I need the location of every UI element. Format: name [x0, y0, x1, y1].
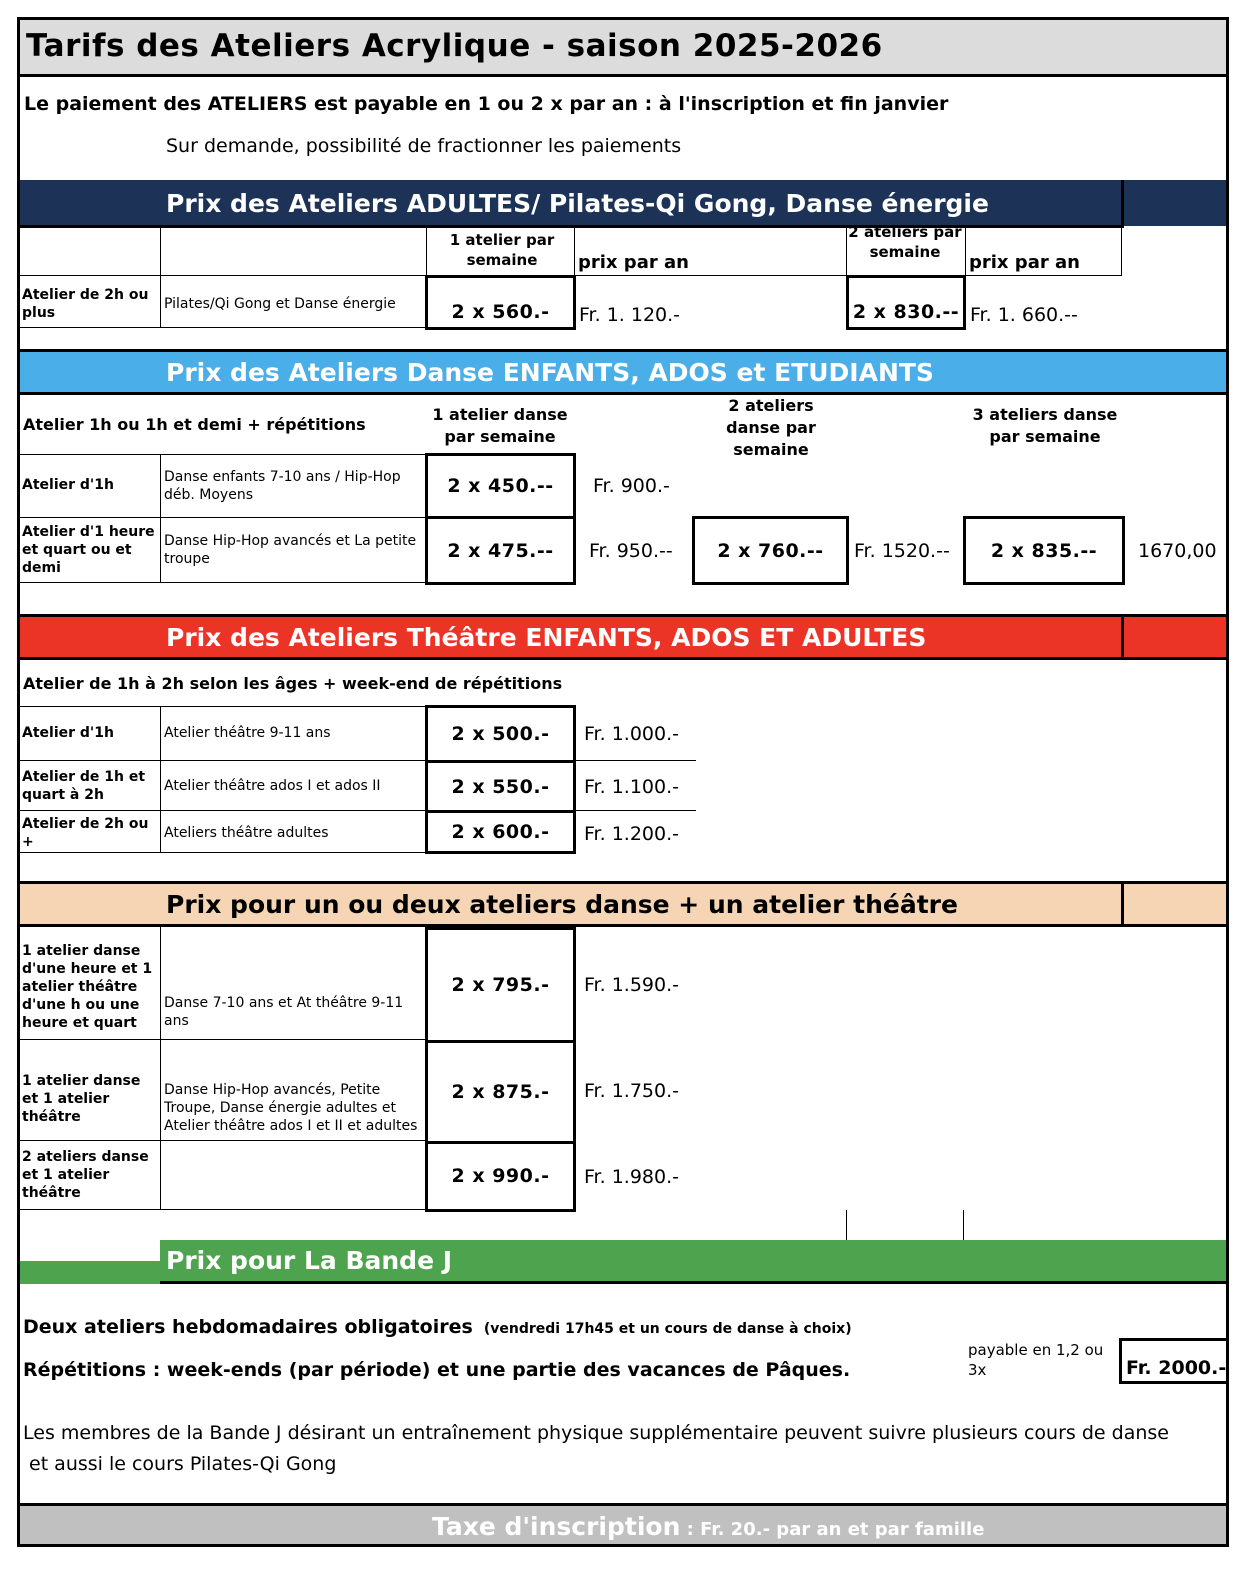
combo-header-text: Prix pour un ou deux ateliers danse + un atelier théâtre [166, 889, 958, 919]
combo-row2-price: 2 x 875.- [451, 1081, 550, 1103]
adults-col2: 2 ateliers par semaine [848, 223, 962, 261]
theatre-row1-price: 2 x 500.- [451, 723, 550, 745]
combo-row1-desc: Danse 7-10 ans et At théâtre 9-11 ans [164, 995, 404, 1029]
dance-subheader: Atelier 1h ou 1h et demi + répétitions [23, 415, 366, 434]
combo-header [20, 881, 1226, 927]
dance-col1: 1 atelier danse par semaine [432, 405, 568, 446]
adults-price-1: 2 x 560.- [425, 275, 576, 330]
dance-header-text: Prix des Ateliers Danse ENFANTS, ADOS et ETUDIANTS [166, 357, 934, 387]
theatre-header-text: Prix des Ateliers Théâtre ENFANTS, ADOS ET ADULTES [166, 622, 927, 652]
bande-note1: Les membres de la Bande J désirant un entraînement physique supplémentaire peuvent suivre plusieurs cours de danse [23, 1422, 1169, 1444]
theatre-row3-desc: Ateliers théâtre adultes [164, 825, 329, 841]
theatre-row1-desc: Atelier théâtre 9-11 ans [164, 725, 331, 741]
footer-text [432, 1512, 984, 1541]
adults-col2-year: prix par an [969, 252, 1080, 273]
dance-row1-label: Atelier d'1h [22, 477, 114, 493]
dance-row2-year3: 1670,00 [1138, 540, 1217, 562]
combo-row1-price: 2 x 795.- [451, 974, 550, 996]
adults-price-2: 2 x 830.-- [846, 275, 966, 330]
dance-row1-year1: Fr. 900.- [593, 475, 670, 497]
adults-header-text: Prix des Ateliers ADULTES/ Pilates-Qi Gong, Danse énergie [166, 188, 989, 218]
dance-row2-price2: 2 x 760.-- [692, 516, 849, 585]
dance-row2-year1: Fr. 950.-- [589, 540, 673, 562]
dance-row1-desc: Danse enfants 7-10 ans / Hip-Hop déb. Moyens [164, 469, 401, 503]
theatre-row3-label: Atelier de 2h ou + [22, 816, 149, 850]
theatre-header [20, 614, 1226, 660]
theatre-row2-year: Fr. 1.100.- [584, 776, 679, 798]
adults-row-desc: Pilates/Qi Gong et Danse énergie [164, 296, 396, 312]
footer-label: Taxe d'inscription [432, 1512, 681, 1541]
footer-detail: : Fr. 20.- par an et par famille [680, 1519, 985, 1540]
theatre-row1-label: Atelier d'1h [22, 725, 114, 741]
theatre-price-box [425, 705, 576, 854]
bande-line1 [23, 1316, 852, 1338]
adults-col1: 1 atelier par semaine [449, 231, 555, 269]
intro-fraction: Sur demande, possibilité de fractionner les paiements [166, 135, 682, 157]
adults-header [20, 180, 1226, 226]
combo-row3-price: 2 x 990.- [451, 1165, 550, 1187]
intro-payment: Le paiement des ATELIERS est payable en 1 ou 2 x par an : à l'inscription et fin janvier [24, 93, 949, 115]
dance-row2-desc: Danse Hip-Hop avancés et La petite troupe [164, 533, 417, 567]
adults-row-label: Atelier de 2h ou plus [22, 287, 149, 321]
theatre-row3-year: Fr. 1.200.- [584, 823, 679, 845]
theatre-subheader: Atelier de 1h à 2h selon les âges + week-end de répétitions [23, 674, 563, 693]
combo-price-box [425, 927, 576, 1212]
dance-row2-year2: Fr. 1520.-- [854, 540, 950, 562]
dance-col2: 2 ateliers danse par semaine [726, 396, 816, 459]
price-sheet [17, 17, 1229, 1547]
bande-note2: et aussi le cours Pilates-Qi Gong [29, 1453, 337, 1475]
combo-row3-label: 2 ateliers danse et 1 atelier théâtre [22, 1149, 149, 1201]
dance-header [20, 349, 1226, 395]
title-bar [20, 20, 1226, 77]
dance-col3: 3 ateliers danse par semaine [972, 405, 1118, 446]
bande-header [20, 1240, 1226, 1284]
adults-year-1: Fr. 1. 120.- [579, 304, 681, 326]
theatre-row3-price: 2 x 600.- [451, 821, 550, 843]
dance-row2-label: Atelier d'1 heure et quart ou et demi [22, 524, 155, 576]
bande-header-text: Prix pour La Bande J [166, 1246, 453, 1275]
combo-row1-label: 1 atelier danse d'une heure et 1 atelier théâtre d'une h ou une heure et quart [22, 943, 153, 1031]
adults-year-2: Fr. 1. 660.-- [970, 304, 1078, 326]
bande-line1-small: (vendredi 17h45 et un cours de danse à choix) [483, 1321, 852, 1337]
theatre-row2-desc: Atelier théâtre ados I et ados II [164, 778, 381, 794]
combo-row2-label: 1 atelier danse et 1 atelier théâtre [22, 1073, 141, 1125]
dance-row2-price1: 2 x 475.-- [425, 516, 576, 585]
theatre-row2-price: 2 x 550.- [451, 776, 550, 798]
bande-payable: payable en 1,2 ou 3x [968, 1341, 1104, 1379]
combo-row3-year: Fr. 1.980.- [584, 1166, 679, 1188]
theatre-row2-label: Atelier de 1h et quart à 2h [22, 769, 146, 803]
footer-bar [20, 1503, 1226, 1544]
combo-row2-desc: Danse Hip-Hop avancés, Petite Troupe, Danse énergie adultes et Atelier théâtre ados I et II et adultes [164, 1082, 418, 1134]
adults-col1-year: prix par an [578, 252, 689, 273]
bande-price: Fr. 2000.- [1119, 1338, 1229, 1384]
dance-row2-price3: 2 x 835.-- [963, 516, 1125, 585]
combo-row2-year: Fr. 1.750.- [584, 1080, 679, 1102]
page-title: Tarifs des Ateliers Acrylique - saison 2025-2026 [26, 28, 883, 64]
theatre-row1-year: Fr. 1.000.- [584, 723, 679, 745]
bande-line1-main: Deux ateliers hebdomadaires obligatoires [23, 1316, 473, 1338]
bande-line2: Répétitions : week-ends (par période) et une partie des vacances de Pâques. [23, 1359, 851, 1381]
dance-row1-price1: 2 x 450.-- [425, 453, 576, 519]
combo-row1-year: Fr. 1.590.- [584, 974, 679, 996]
